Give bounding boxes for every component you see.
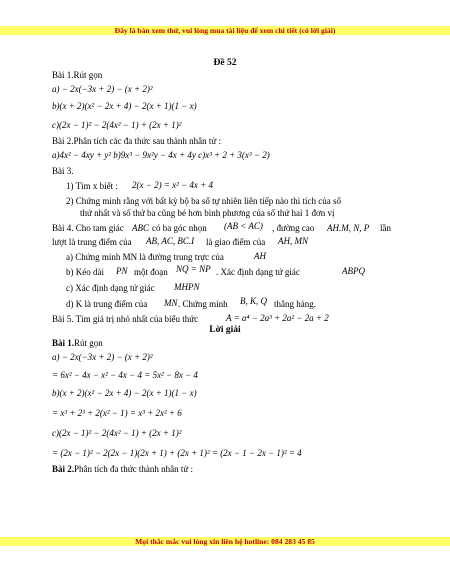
sol-line-6: = (2x − 1)² − 2(2x − 1)(2x + 1) + (2x + 1)² = (2x − 1 − 2x − 1)² = 4 bbox=[52, 448, 302, 458]
b3-q1-math: 2(x − 2) = x² − 4x + 4 bbox=[132, 180, 213, 190]
solution-heading: Lời giải bbox=[209, 325, 241, 335]
b1-a: a) − 2x(−3x + 2) − (x + 2)² bbox=[52, 84, 153, 94]
sol-line-3: b)(x + 2)(x² − 2x + 4) − 2(x + 1)(1 − x) bbox=[52, 388, 197, 398]
b1-c: c)(2x − 1)² − 2(4x² − 1) + (2x + 1)² bbox=[52, 120, 182, 130]
sol-b1-bold: Bài 1. bbox=[52, 338, 75, 348]
sol-line-2: = 6x² − 4x − x² − 4x − 4 = 5x² − 8x − 4 bbox=[52, 370, 198, 380]
b4-line2-a: lượt là trung điểm của bbox=[52, 237, 132, 247]
sol-line-4: = x³ + 2³ + 2(x² − 1) = x³ + 2x² + 6 bbox=[52, 408, 182, 418]
b4-qd-m2: B, K, Q bbox=[240, 296, 267, 306]
b4-line1-d: lần bbox=[380, 223, 391, 233]
b4-qa-math: AH bbox=[254, 251, 266, 261]
b4-line1-b: có ba góc nhọn bbox=[152, 223, 207, 233]
b4-line2-m2: AH, MN bbox=[278, 236, 308, 246]
b4-line2-m1: AB, AC, BC.I bbox=[146, 236, 195, 246]
page-title: Đề 52 bbox=[213, 58, 237, 68]
sol-line-5: c)(2x − 1)² − 2(4x² − 1) + (2x + 1)² bbox=[52, 428, 182, 438]
b5-math: A = a⁴ − 2a³ + 2a² − 2a + 2 bbox=[226, 313, 329, 323]
b4-qb-m1: PN bbox=[116, 266, 128, 276]
b3-q1-label: 1) Tìm x biết : bbox=[66, 181, 118, 191]
b4-qa: a) Chứng minh MN là đường trung trực của bbox=[66, 252, 224, 262]
b4-qb-c: . Xác định dạng tứ giác bbox=[216, 267, 300, 277]
sol-b2-rest: Phân tích đa thức thành nhân tử : bbox=[74, 464, 193, 474]
b5-text: Bài 5. Tìm giá trị nhỏ nhất của biểu thức bbox=[52, 314, 199, 324]
bottom-banner: Mọi thắc mắc vui lòng xin liên hệ hotline: 084 283 45 85 bbox=[0, 537, 450, 546]
top-banner: Đây là bản xem thử, vui lòng mua tài liệu để xem chi tiết (có lời giải) bbox=[0, 26, 450, 35]
b1-b: b)(x + 2)(x² − 2x + 4) − 2(x + 1)(1 − x) bbox=[52, 101, 197, 111]
b4-qb-a: b) Kéo dài bbox=[66, 267, 104, 277]
b4-qc-math: MHPN bbox=[174, 282, 200, 292]
b4-line1-c: , đường cao bbox=[272, 223, 315, 233]
sol-b2-heading bbox=[52, 464, 193, 475]
b4-qd-b: . Chứng minh bbox=[178, 299, 228, 309]
b4-line1-m1: ABC bbox=[132, 223, 149, 233]
sol-line-1: a) − 2x(−3x + 2) − (x + 2)² bbox=[52, 352, 153, 362]
b1-heading: Bài 1.Rút gọn bbox=[52, 70, 103, 80]
b4-line1-a: Bài 4. Cho tam giác bbox=[52, 223, 124, 233]
b4-qd-c: thẳng hàng. bbox=[274, 299, 316, 309]
b4-line2-b: là giao điểm của bbox=[206, 237, 266, 247]
b4-qb-m3: ABPQ bbox=[342, 266, 365, 276]
b4-qb-m2: NQ = NP bbox=[176, 264, 211, 274]
b2-heading: Bài 2.Phân tích các đa thức sau thành nhân tử : bbox=[52, 136, 221, 146]
b4-qc: c) Xác định dạng tứ giác bbox=[66, 283, 155, 293]
sol-b1-rest: Rút gọn bbox=[74, 338, 103, 348]
sol-b1-heading bbox=[52, 338, 103, 349]
b4-qd-a: d) K là trung điểm của bbox=[66, 299, 148, 309]
b3-q2-line2: thứ nhất và số thứ ba cũng bé hơn bình phương của số thứ hai 1 đơn vị bbox=[80, 208, 335, 218]
b4-line1-m3: AH.M, N, P bbox=[327, 223, 370, 233]
b4-qd-m1: MN bbox=[164, 298, 178, 308]
sol-b2-bold: Bài 2. bbox=[52, 464, 75, 474]
b3-heading: Bài 3. bbox=[52, 166, 74, 176]
b3-q2-line1: 2) Chứng minh rằng với bất kỳ bộ ba số tự nhiên liên tiếp nào thì tích của số bbox=[66, 196, 341, 206]
b4-line1-m2: (AB < AC) bbox=[224, 221, 263, 231]
b4-qb-b: một đoạn bbox=[134, 267, 168, 277]
b2-items: a)4x² − 4xy + y² b)9x³ − 9x²y − 4x + 4y c)x³ + 2 + 3(x³ − 2) bbox=[52, 150, 270, 160]
